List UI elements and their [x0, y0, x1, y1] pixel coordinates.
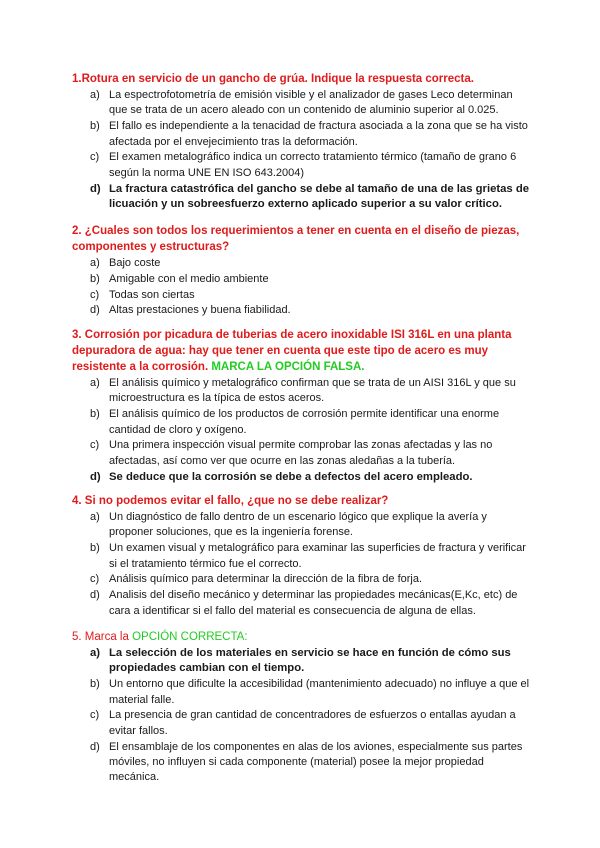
question-3: [72, 327, 532, 485]
question-1-option-b: [72, 119, 532, 150]
option-letter: a): [90, 89, 100, 101]
option-text: El examen metalográfico indica un correcto tratamiento térmico (tamaño de grano 6 según la norma UNE EN ISO 643.2004): [109, 151, 517, 179]
question-2-option-b: [72, 272, 532, 287]
option-text: Se deduce que la corrosión se debe a defectos del acero empleado.: [109, 470, 473, 483]
option-text: Un entorno que dificulte la accesibilidad (mantenimiento adecuado) no influye a que el material falle.: [109, 678, 530, 706]
option-text: La selección de los materiales en servicio se hace en función de cómo sus propiedades cambian con el tiempo.: [109, 647, 511, 675]
question-5-title: [72, 629, 532, 645]
option-text: El ensamblaje de los componentes en alas de los aviones, especialmente sus partes móviles, no influyen si cada componente (material) posee la mejor propiedad mecánica.: [109, 740, 523, 784]
question-2-option-d: [72, 303, 532, 318]
option-letter: b): [90, 272, 100, 285]
option-letter: d): [90, 182, 101, 195]
question-2-option-c: [72, 288, 532, 303]
question-2-title: [72, 223, 532, 255]
option-letter: c): [90, 709, 100, 722]
question-5-options: [72, 646, 532, 786]
question-4-option-b: [72, 541, 532, 572]
question-5: [72, 629, 532, 786]
option-text: La espectrofotometría de emisión visible y el analizador de gases Leco determinan que se trata de un acero aleado con un contenido de aluminio superior al 0.025.: [109, 89, 513, 117]
option-letter: b): [90, 120, 100, 133]
question-4-option-c: [72, 572, 532, 587]
option-text: Una primera inspección visual permite comprobar las zonas afectadas y las no afectadas, así como ver que ocurre en las zonas aledañas a la tubería.: [109, 439, 493, 467]
option-text: Análisis químico para determinar la dirección de la fibra de forja.: [109, 573, 423, 586]
question-1-title: [72, 71, 532, 87]
question-5-option-a: [72, 646, 532, 677]
option-letter: a): [90, 257, 100, 269]
question-2-option-a: [72, 256, 532, 271]
question-1: [72, 71, 532, 213]
option-text: Un diagnóstico de fallo dentro de un escenario lógico que explique la avería y proponer soluciones, que es la ingeniería forense.: [109, 511, 487, 539]
question-3-title-text: 3. Corrosión por picadura de tuberias de acero inoxidable ISI 316L en una planta depuradora de agua: hay que tener en cuenta que este tipo de acero es muy resistente a la corrosión.: [72, 329, 512, 373]
question-4: [72, 493, 532, 619]
question-3-option-d: [72, 470, 532, 485]
question-4-option-a: [72, 510, 532, 541]
question-1-options: [72, 88, 532, 212]
option-letter: a): [90, 511, 100, 523]
option-letter: c): [90, 439, 100, 452]
question-4-option-d: [72, 588, 532, 619]
option-letter: d): [90, 304, 100, 317]
question-3-option-b: [72, 407, 532, 438]
question-2: [72, 223, 532, 319]
option-letter: d): [90, 740, 100, 753]
option-text: La fractura catastrófica del gancho se debe al tamaño de una de las grietas de licuación y un sobreesfuerzo externo aplicado superior a su valor crítico.: [109, 182, 530, 211]
question-2-options: [72, 256, 532, 319]
option-text: Un examen visual y metalográfico para examinar las superficies de fractura y verificar si el tratamiento térmico fue el correcto.: [109, 542, 526, 570]
option-letter: a): [90, 377, 100, 389]
question-4-options: [72, 510, 532, 619]
option-letter: c): [90, 288, 100, 301]
option-letter: d): [90, 589, 100, 602]
option-text: El análisis químico y metalográfico confirman que se trata de un AISI 316L y que su microestructura es la típica de estos aceros.: [109, 377, 516, 405]
question-3-option-a: [72, 376, 532, 407]
option-text: Todas son ciertas: [109, 288, 195, 301]
question-1-title-text: 1.Rotura en servicio de un gancho de grúa. Indique la respuesta correcta.: [72, 73, 474, 85]
option-letter: b): [90, 408, 100, 421]
question-2-title-text: 2. ¿Cuales son todos los requerimientos a tener en cuenta en el diseño de piezas, componentes y estructuras?: [72, 225, 520, 253]
option-letter: b): [90, 678, 100, 691]
option-text: El análisis químico de los productos de corrosión permite identificar una enorme cantidad de cloro y oxígeno.: [109, 408, 500, 436]
question-5-title-highlight: OPCIÓN CORRECTA:: [132, 631, 248, 643]
question-5-option-b: [72, 677, 532, 708]
option-text: La presencia de gran cantidad de concentradores de esfuerzos o entallas ayudan a evitar fallos.: [109, 709, 516, 737]
question-4-title: [72, 493, 532, 509]
option-text: El fallo es independiente a la tenacidad de fractura asociada a la zona que se ha visto afectada por el envejecimiento tras la deformación.: [109, 120, 528, 148]
question-4-title-text: 4. Si no podemos evitar el fallo, ¿que no se debe realizar?: [72, 495, 389, 507]
question-1-option-d: [72, 182, 532, 213]
option-letter: a): [90, 647, 101, 659]
option-letter: c): [90, 573, 100, 586]
question-3-options: [72, 376, 532, 485]
question-1-option-c: [72, 150, 532, 181]
question-5-option-c: [72, 708, 532, 739]
option-letter: d): [90, 470, 101, 483]
option-letter: c): [90, 151, 100, 164]
option-text: Bajo coste: [109, 257, 161, 269]
question-3-option-c: [72, 438, 532, 469]
option-letter: b): [90, 542, 100, 555]
question-3-title: [72, 327, 532, 375]
option-text: Analisis del diseño mecánico y determinar las propiedades mecánicas(E,Kc, etc) de cara a identificar si el fallo del material es consecuencia de alguna de ellas.: [109, 589, 518, 617]
question-5-option-d: [72, 740, 532, 786]
option-text: Amigable con el medio ambiente: [109, 272, 269, 285]
question-1-option-a: [72, 88, 532, 119]
question-5-title-text: 5. Marca la: [72, 631, 133, 643]
option-text: Altas prestaciones y buena fiabilidad.: [109, 304, 291, 317]
question-3-title-highlight: MARCA LA OPCIÓN FALSA.: [211, 361, 365, 373]
